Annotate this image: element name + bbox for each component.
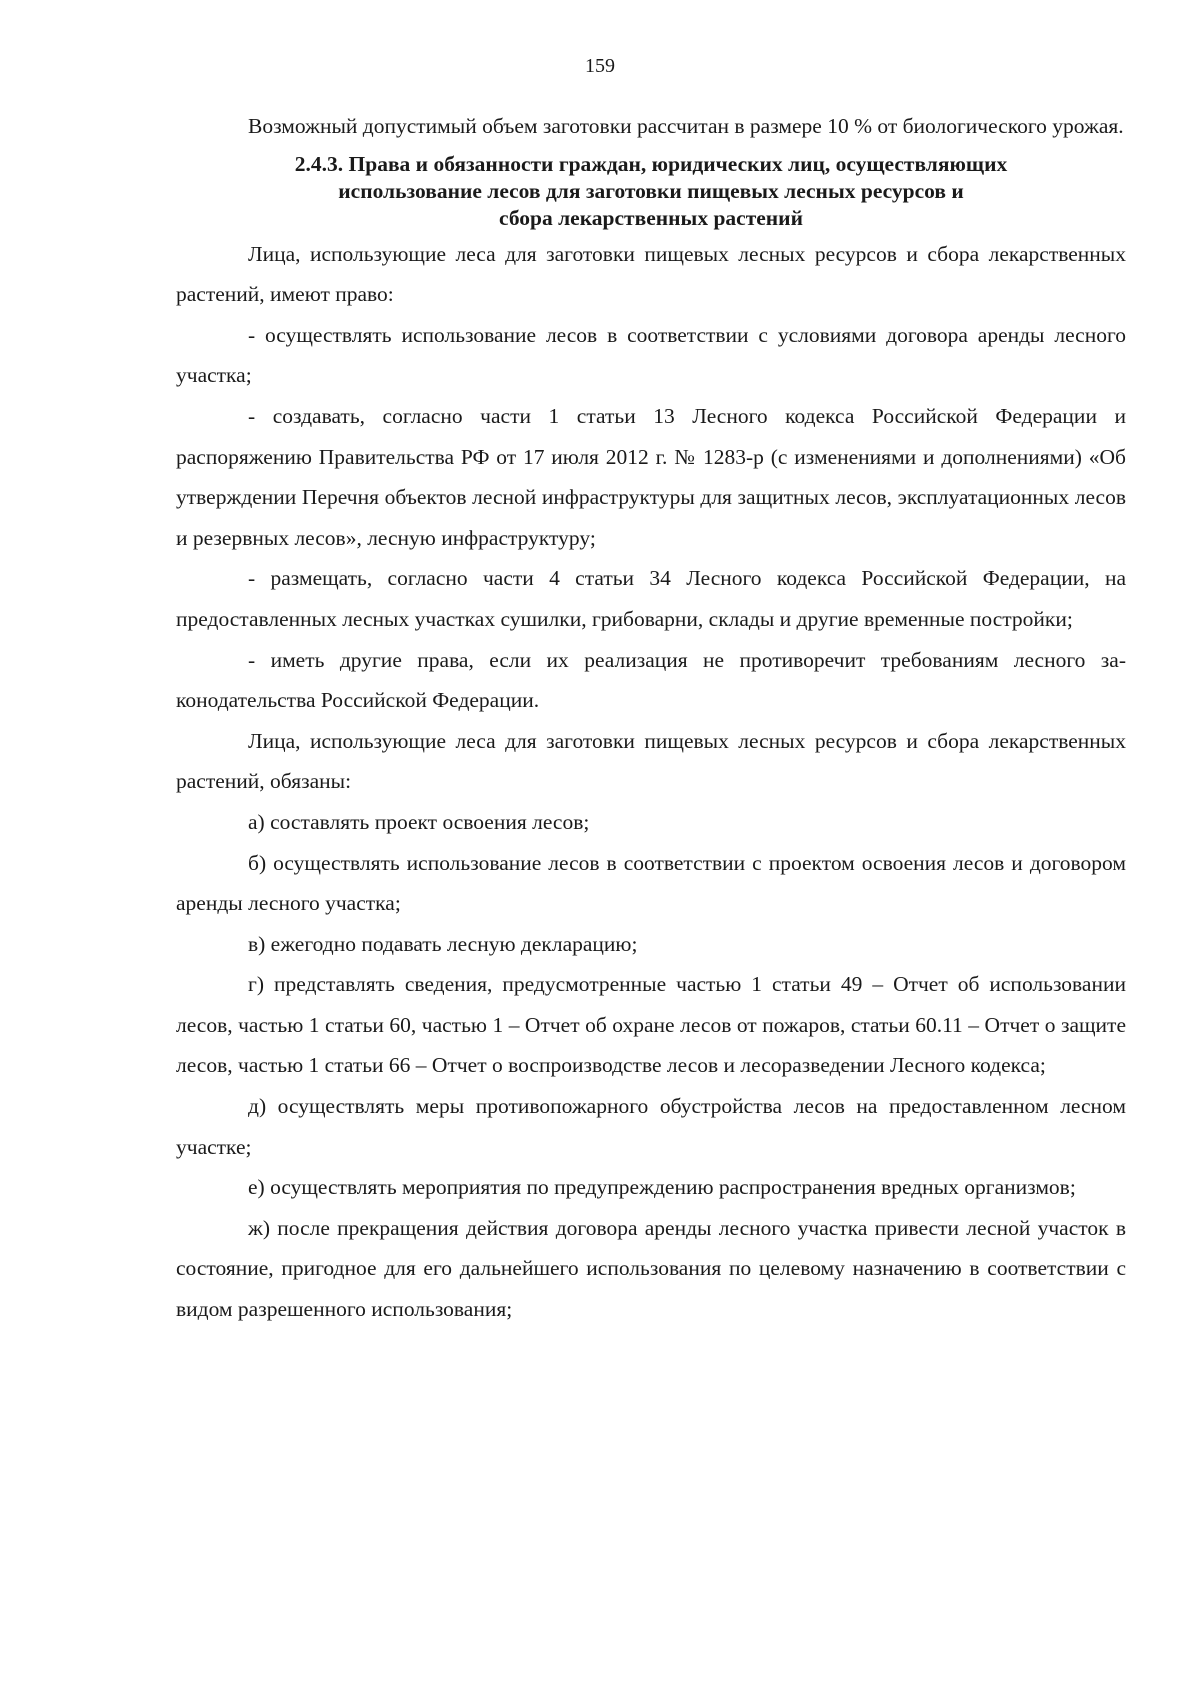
document-body — [176, 106, 1126, 1330]
intro-paragraph: Возможный допустимый объем заготовки рассчитан в размере 10 % от биологического урожая. — [248, 114, 1124, 138]
duties-intro-paragraph: Лица, использующие леса для заготовки пищевых лесных ресурсов и сбора лекарственных растений, обязаны: — [176, 728, 1126, 794]
duties-item: д) осуществлять меры противопожарного обустройства лесов на предоставленном лесном участке; — [176, 1094, 1126, 1159]
rights-item: - осуществлять использование лесов в соответствии с условиями договора аренды лесного участка; — [176, 322, 1126, 388]
duties-item: а) составлять проект освоения лесов; — [248, 809, 590, 834]
duties-item: б) осуществлять использование лесов в соответствии с проектом освоения лесов и договором аренды лесного участка; — [176, 850, 1126, 916]
duties-item: ж) после прекращения действия договора аренды лесного участка привести лесной участок в состояние, пригодное для его дальнейшего использования по целевому назначению в соответствии с видом разрешенного использования; — [176, 1215, 1126, 1322]
rights-item: - иметь другие права, если их реализация не противоречит требованиям лесного законодательства Российской Федерации. — [176, 647, 1126, 713]
duties-item: г) представлять сведения, предусмотренные частью 1 статьи 49 – Отчет об использовании лесов, частью 1 статьи 60, частью 1 – Отчет об охране лесов от пожаров, статьи 60.11 – Отчет о защите лесов, частью 1 статьи 66 – Отчет о воспроизводстве лесов и лесоразведении Лесного кодекса; — [176, 972, 1126, 1078]
section-heading-line-3: сбора лекарственных растений — [499, 205, 803, 230]
duties-item: в) ежегодно подавать лесную декларацию; — [248, 931, 638, 956]
section-heading-line-1: 2.4.3. Права и обязанности граждан, юридических лиц, осуществляющих — [294, 151, 1008, 176]
section-heading — [176, 151, 1126, 232]
duties-item: е) осуществлять мероприятия по предупреждению распространения вредных организмов; — [248, 1175, 1076, 1200]
section-heading-line-2: использование лесов для заготовки пищевых лесных ресурсов и — [338, 178, 964, 203]
rights-item: - размещать, согласно части 4 статьи 34 Лесного кодекса Российской Федерации, на предоставленных лесных участках сушилки, грибоварни, склады и другие временные постройки; — [176, 566, 1126, 631]
rights-intro-paragraph: Лица, использующие леса для заготовки пищевых лесных ресурсов и сбора лекарственных растений, имеют право: — [176, 241, 1126, 307]
rights-item: - создавать, согласно части 1 статьи 13 Лесного кодекса Российской Федерации и распоряжению Правительства РФ от 17 июля 2012 г. № 1283-р (с изменениями и дополнениями) «Об утверждении Перечня объектов лесной инфраструктуры для защитных лесов, эксплуатационных лесов и резервных лесов», лесную инфраструктуру; — [176, 403, 1126, 550]
page-number: 159 — [585, 55, 615, 77]
